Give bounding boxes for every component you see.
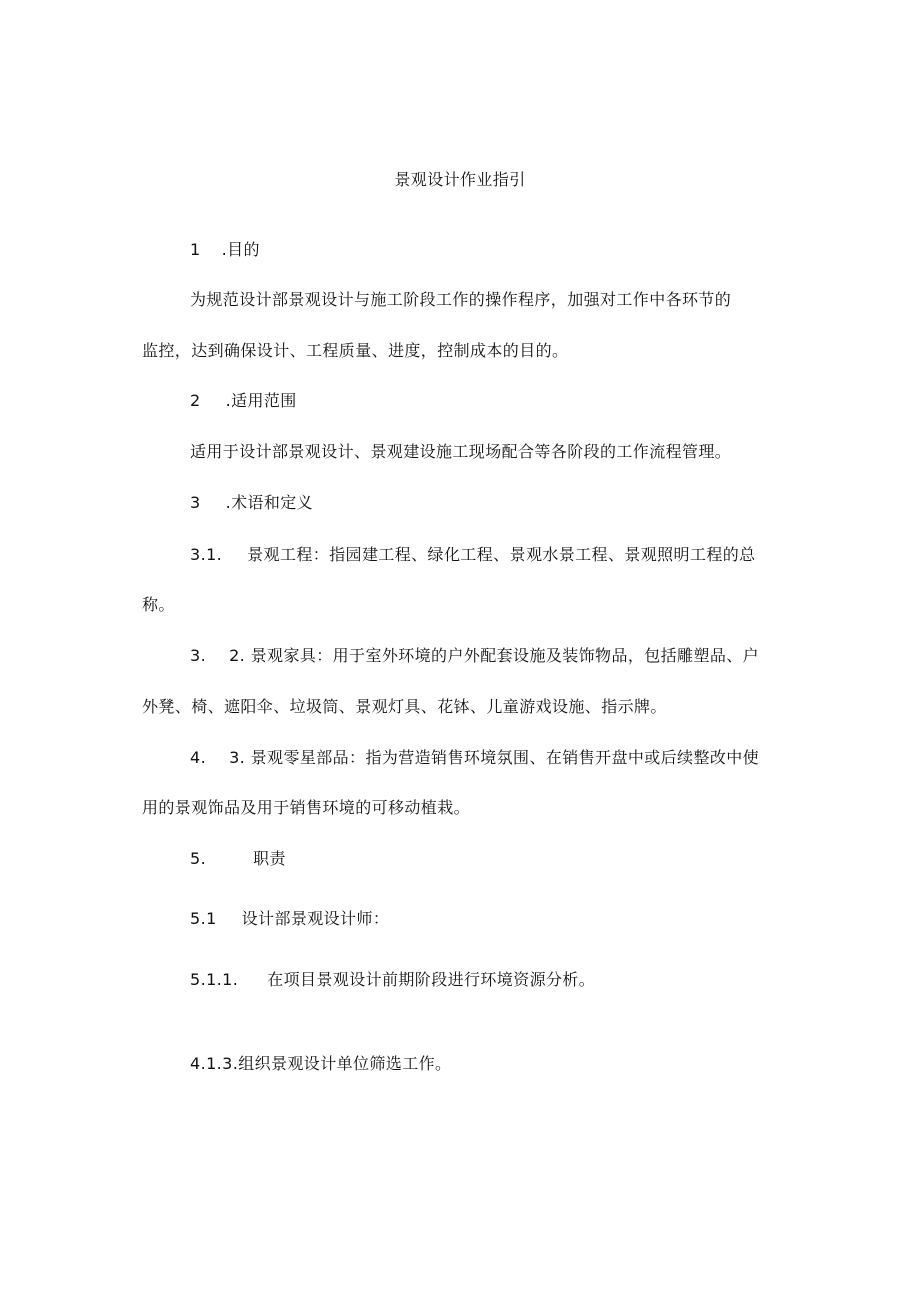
definition-number-a: 4. bbox=[190, 748, 207, 767]
definition-landscape-furniture-line2: 外凳、椅、遮阳伞、垃圾筒、景观灯具、花钵、儿童游戏设施、指示牌。 bbox=[142, 697, 667, 716]
definition-landscape-engineering-line2: 称。 bbox=[142, 595, 175, 614]
item-text: 在项目景观设计前期阶段进行环境资源分析。 bbox=[267, 970, 596, 989]
section-heading-purpose bbox=[190, 240, 260, 260]
definition-number-a: 3. bbox=[190, 646, 207, 665]
section-title: 职责 bbox=[253, 849, 286, 868]
section-heading-responsibilities bbox=[190, 849, 286, 869]
subsection-title: 设计部景观设计师： bbox=[241, 909, 390, 928]
section-number: 1 bbox=[190, 240, 201, 259]
item-environment-analysis bbox=[190, 970, 595, 990]
definition-landscape-furniture-line1 bbox=[190, 646, 759, 666]
section-number: 2 bbox=[190, 391, 201, 410]
paragraph-purpose-line2: 监控，达到确保设计、工程质量、进度，控制成本的目的。 bbox=[142, 341, 569, 360]
definition-text: 景观工程：指园建工程、绿化工程、景观水景工程、景观照明工程的总 bbox=[247, 545, 756, 564]
definition-number-b: 2. bbox=[229, 646, 246, 665]
definition-landscape-items-line2: 用的景观饰品及用于销售环境的可移动植栽。 bbox=[142, 798, 471, 817]
definition-number: 3.1. bbox=[190, 545, 223, 564]
paragraph-scope-line1: 适用于设计部景观设计、景观建设施工现场配合等各阶段的工作流程管理。 bbox=[190, 442, 732, 461]
section-number: 3 bbox=[190, 493, 201, 512]
section-title: .术语和定义 bbox=[225, 493, 314, 512]
subsection-number: 5.1 bbox=[190, 909, 217, 928]
section-heading-scope bbox=[190, 391, 297, 411]
paragraph-purpose-line1: 为规范设计部景观设计与施工阶段工作的操作程序，加强对工作中各环节的 bbox=[190, 290, 732, 309]
definition-landscape-items-line1 bbox=[190, 748, 759, 768]
definition-number-b: 3. bbox=[229, 748, 246, 767]
subsection-heading-designer bbox=[190, 909, 389, 929]
section-title: .适用范围 bbox=[225, 391, 297, 410]
definition-text: 景观家具：用于室外环境的户外配套设施及装饰物品，包括雕塑品、户 bbox=[250, 646, 760, 665]
section-heading-terms bbox=[190, 493, 313, 513]
definition-text: 景观零星部品：指为营造销售环境氛围、在销售开盘中或后续整改中使 bbox=[250, 748, 760, 767]
definition-landscape-engineering-line1 bbox=[190, 545, 756, 565]
section-number: 5. bbox=[190, 849, 207, 868]
document-title: 景观设计作业指引 bbox=[394, 170, 526, 189]
item-number: 5.1.1. bbox=[190, 970, 239, 989]
item-designer-screening: 4.1.3.组织景观设计单位筛选工作。 bbox=[190, 1054, 452, 1073]
section-title: .目的 bbox=[221, 240, 260, 259]
